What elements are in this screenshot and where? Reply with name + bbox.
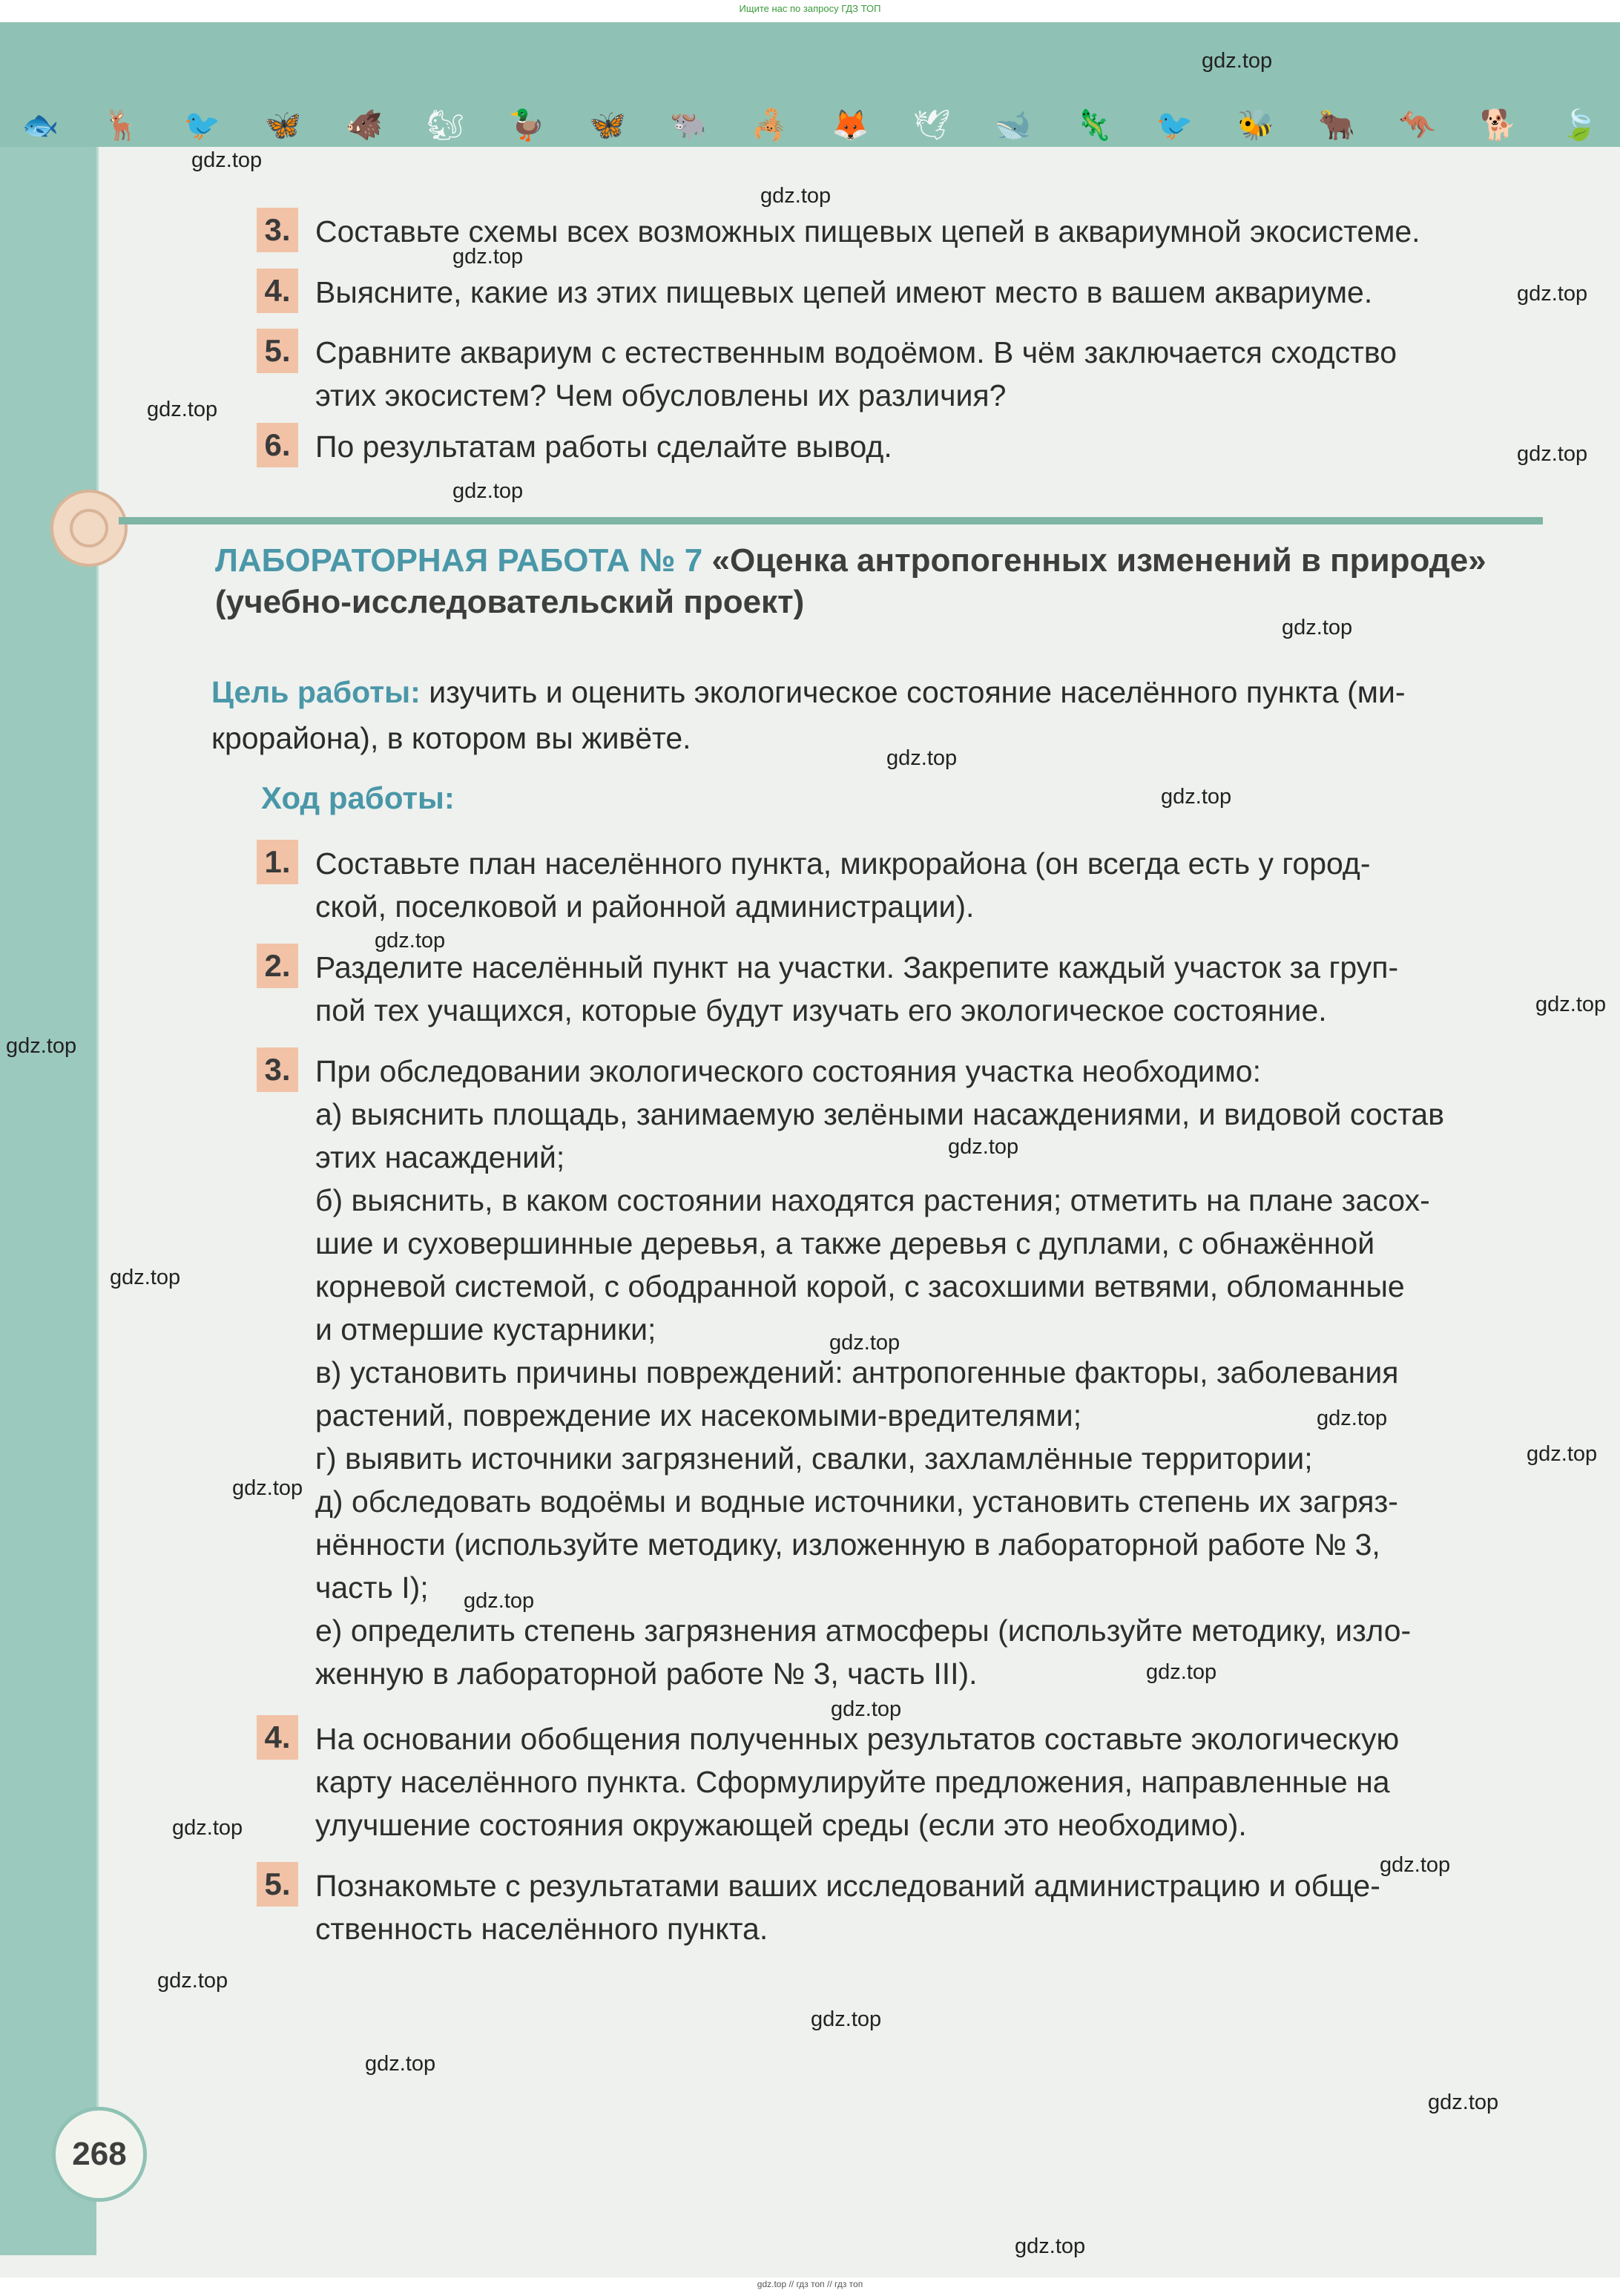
lab-label: ЛАБОРАТОРНАЯ РАБОТА № 7	[215, 542, 703, 579]
watermark: gdz.top	[1146, 1660, 1217, 1684]
lab-subtitle: (учебно-исследовательский проект)	[215, 584, 805, 620]
whale-icon: 🐋	[994, 108, 1032, 142]
watermark: gdz.top	[829, 1331, 900, 1355]
bison-icon: 🐃	[670, 108, 708, 142]
watermark: gdz.top	[1380, 1853, 1451, 1877]
watermark: gdz.top	[452, 479, 524, 503]
watermark: gdz.top	[1527, 1442, 1598, 1466]
butterfly-icon: 🦋	[589, 108, 627, 142]
step-line: в) установить причины повреждений: антропогенные факторы, заболевания	[315, 1355, 1399, 1389]
boar-icon: 🐗	[346, 108, 383, 142]
watermark: gdz.top	[1535, 993, 1607, 1016]
step-line: е) определить степень загрязнения атмосферы (используйте методику, изло-	[315, 1614, 1412, 1648]
item-line: Составьте схемы всех возможных пищевых цепей в аквариумной экосистеме.	[315, 214, 1420, 249]
step-line: Разделите населённый пункт на участки. Закрепите каждый участок за груп-	[315, 950, 1399, 984]
step-number-box: 3.	[257, 1047, 298, 1092]
lab-title	[215, 540, 1550, 623]
left-margin-band	[0, 147, 96, 2255]
step-line: На основании обобщения полученных результатов составьте экологическую	[315, 1722, 1400, 1756]
item-line: Выясните, какие из этих пищевых цепей имеют место в вашем аквариуме.	[315, 275, 1373, 309]
watermark: gdz.top	[1517, 442, 1588, 466]
step-text	[315, 842, 1547, 928]
goal-label: Цель работы:	[211, 675, 421, 709]
leaf-icon: 🍃	[1561, 108, 1598, 142]
spiral-shell-icon	[50, 490, 128, 567]
step-line: шие и суховершинные деревья, а также деревья с дуплами, с обнажённой	[315, 1226, 1375, 1260]
watermark: gdz.top	[1202, 49, 1273, 73]
scorpion-icon: 🦂	[751, 108, 788, 142]
header-band	[0, 22, 1620, 147]
watermark: gdz.top	[110, 1266, 181, 1289]
item-number-box: 4.	[257, 269, 298, 313]
step-number-box: 4.	[257, 1715, 298, 1760]
dragonfly-icon: 🦋	[264, 108, 302, 142]
watermark: gdz.top	[1161, 785, 1232, 809]
watermark: gdz.top	[831, 1697, 902, 1721]
watermark: gdz.top	[375, 929, 446, 953]
kangaroo-icon: 🦘	[1399, 108, 1436, 142]
watermark: gdz.top	[1428, 2091, 1499, 2114]
item-line: этих экосистем? Чем обусловлены их различия?	[315, 378, 1007, 412]
watermark: gdz.top	[172, 1816, 243, 1840]
duck-icon: 🦆	[508, 108, 545, 142]
watermark: gdz.top	[6, 1034, 77, 1058]
left-margin-line	[96, 147, 99, 2150]
item-text	[315, 331, 1561, 417]
deer-icon: 🦌	[102, 108, 140, 142]
step-number-box: 2.	[257, 944, 298, 988]
step-line: При обследовании экологического состояния участка необходимо:	[315, 1054, 1261, 1088]
step-line: женную в лабораторной работе № 3, часть III).	[315, 1657, 978, 1691]
step-line: Составьте план населённого пункта, микрорайона (он всегда есть у город-	[315, 846, 1371, 881]
heron-icon: 🐦	[1156, 108, 1193, 142]
item-line: Сравните аквариум с естественным водоёмом. В чём заключается сходство	[315, 335, 1397, 369]
step-line: нённости (используйте методику, изложенную в лабораторной работе № 3,	[315, 1527, 1380, 1562]
step-line: а) выяснить площадь, занимаемую зелёными насаждениями, и видовой состав	[315, 1097, 1444, 1131]
insect-icon: 🐝	[1237, 108, 1274, 142]
step-text	[315, 1717, 1547, 1846]
step-line: д) обследовать водоёмы и водные источники, установить степень их загряз-	[315, 1484, 1398, 1519]
goal-text: изучить и оценить экологическое состояние населённого пункта (ми-	[429, 675, 1406, 709]
lab-title-text: «Оценка антропогенных изменений в природе»	[711, 542, 1486, 579]
step-line: б) выяснить, в каком состоянии находятся растения; отметить на плане засох-	[315, 1183, 1430, 1217]
item-number-box: 5.	[257, 329, 298, 373]
section-divider	[119, 517, 1543, 524]
top-note: Ищите нас по запросу ГДЗ ТОП	[739, 3, 881, 14]
step-line: ской, поселковой и районной администрации).	[315, 889, 975, 924]
step-line: ственность населённого пункта.	[315, 1912, 768, 1946]
watermark: gdz.top	[157, 1969, 228, 1993]
watermark: gdz.top	[365, 2052, 436, 2076]
step-text	[315, 1864, 1547, 1950]
step-line: этих насаждений;	[315, 1140, 565, 1174]
step-number-box: 1.	[257, 840, 298, 884]
watermark: gdz.top	[1015, 2234, 1086, 2258]
item-number-box: 3.	[257, 208, 298, 252]
bull-icon: 🐂	[1318, 108, 1355, 142]
squirrel-icon: 🐿	[427, 108, 464, 142]
bottom-note: gdz.top // гдз топ // гдз топ	[757, 2279, 863, 2289]
goal-text-cont: крорайона), в котором вы живёте.	[211, 721, 691, 755]
step-line: часть I);	[315, 1570, 429, 1605]
progress-title: Ход работы:	[261, 780, 455, 815]
lizard-icon: 🦎	[1075, 108, 1113, 142]
watermark: gdz.top	[1317, 1407, 1388, 1430]
step-line: корневой системой, с ободранной корой, с засохшими ветвями, обломанные	[315, 1269, 1405, 1303]
item-text	[315, 271, 1561, 314]
step-line: растений, повреждение их насекомыми-вредителями;	[315, 1398, 1082, 1432]
bird-icon: 🐦	[183, 108, 221, 142]
watermark: gdz.top	[1517, 282, 1588, 306]
seagull-icon: 🕊	[912, 108, 951, 142]
item-number-box: 6.	[257, 423, 298, 467]
step-number-box: 5.	[257, 1862, 298, 1907]
watermark: gdz.top	[464, 1589, 535, 1613]
step-line: г) выявить источники загрязнений, свалки, захламлённые территории;	[315, 1441, 1313, 1476]
watermark: gdz.top	[452, 245, 524, 269]
watermark: gdz.top	[1282, 616, 1353, 639]
page-number: 268	[52, 2107, 147, 2202]
dog-icon: 🐕	[1480, 108, 1518, 142]
watermark: gdz.top	[948, 1135, 1019, 1159]
watermark: gdz.top	[886, 746, 958, 770]
step-line: карту населённого пункта. Сформулируйте предложения, направленные на	[315, 1765, 1390, 1799]
step-line: пой тех учащихся, которые будут изучать его экологическое состояние.	[315, 993, 1327, 1027]
watermark: gdz.top	[760, 184, 832, 208]
animal-strip	[0, 102, 1620, 147]
watermark: gdz.top	[147, 398, 218, 421]
step-line: и отмершие кустарники;	[315, 1312, 656, 1346]
step-line: Познакомьте с результатами ваших исследований администрацию и обще-	[315, 1869, 1380, 1903]
goal-paragraph	[211, 669, 1547, 761]
item-text	[315, 425, 1561, 468]
step-text	[315, 946, 1547, 1032]
item-line: По результатам работы сделайте вывод.	[315, 430, 892, 464]
step-line: улучшение состояния окружающей среды (если это необходимо).	[315, 1808, 1247, 1842]
watermark: gdz.top	[811, 2007, 882, 2031]
watermark: gdz.top	[232, 1476, 303, 1500]
watermark: gdz.top	[191, 148, 263, 172]
fish-icon: 🐟	[22, 108, 59, 142]
fox-icon: 🦊	[832, 108, 869, 142]
